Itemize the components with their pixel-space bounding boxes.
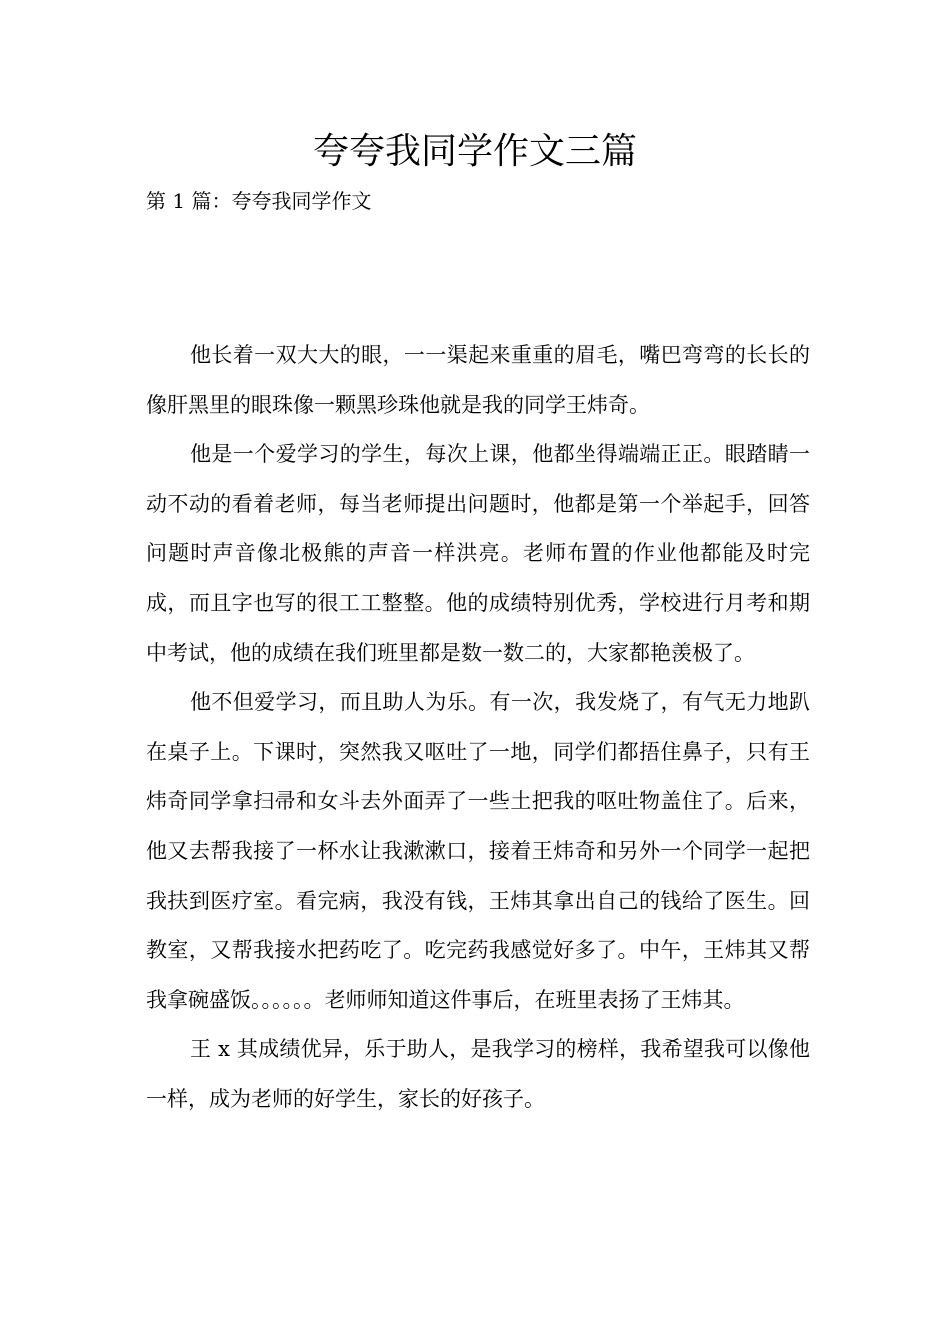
paragraph: 他长着一双大大的眼，一一渠起来重重的眉毛，嘴巴弯弯的长长的像肝黑里的眼珠像一颗黑珍珠他就是我的同学王炜奇。: [146, 343, 810, 417]
section-heading: 第 1 篇：夸夸我同学作文: [146, 189, 372, 213]
document-title: 夸夸我同学作文三篇: [312, 131, 637, 172]
paragraph: 王 x 其成绩优异，乐于助人，是我学习的榜样，我希望我可以像他一样，成为老师的好学生，家长的好孩子。: [146, 1037, 810, 1111]
essay-body: [146, 331, 810, 1125]
paragraph: 他不但爱学习，而且助人为乐。有一次，我发烧了，有气无力地趴在桌子上。下课时，突然我又呕吐了一地，同学们都捂住鼻子，只有王炜奇同学拿扫帚和女斗去外面弄了一些土把我的呕吐物盖住了。后来，他又去帮我接了一杯水让我漱漱口，接着王炜奇和另外一个同学一起把我扶到医疗室。看完病，我没有钱，王炜其拿出自己的钱给了医生。回教室，又帮我接水把药吃了。吃完药我感觉好多了。中午，王炜其又帮我拿碗盛饭。。。。。。老师师知道这件事后，在班里表扬了王炜其。: [146, 690, 810, 1012]
paragraph: 他是一个爱学习的学生，每次上课，他都坐得端端正正。眼踏睛一动不动的看着老师，每当老师提出问题时，他都是第一个举起手，回答问题时声音像北极熊的声音一样洪亮。老师布置的作业他都能及时完成，而且字也写的很工工整整。他的成绩特别优秀，学校进行月考和期中考试，他的成绩在我们班里都是数一数二的，大家都艳羡极了。: [146, 442, 810, 665]
